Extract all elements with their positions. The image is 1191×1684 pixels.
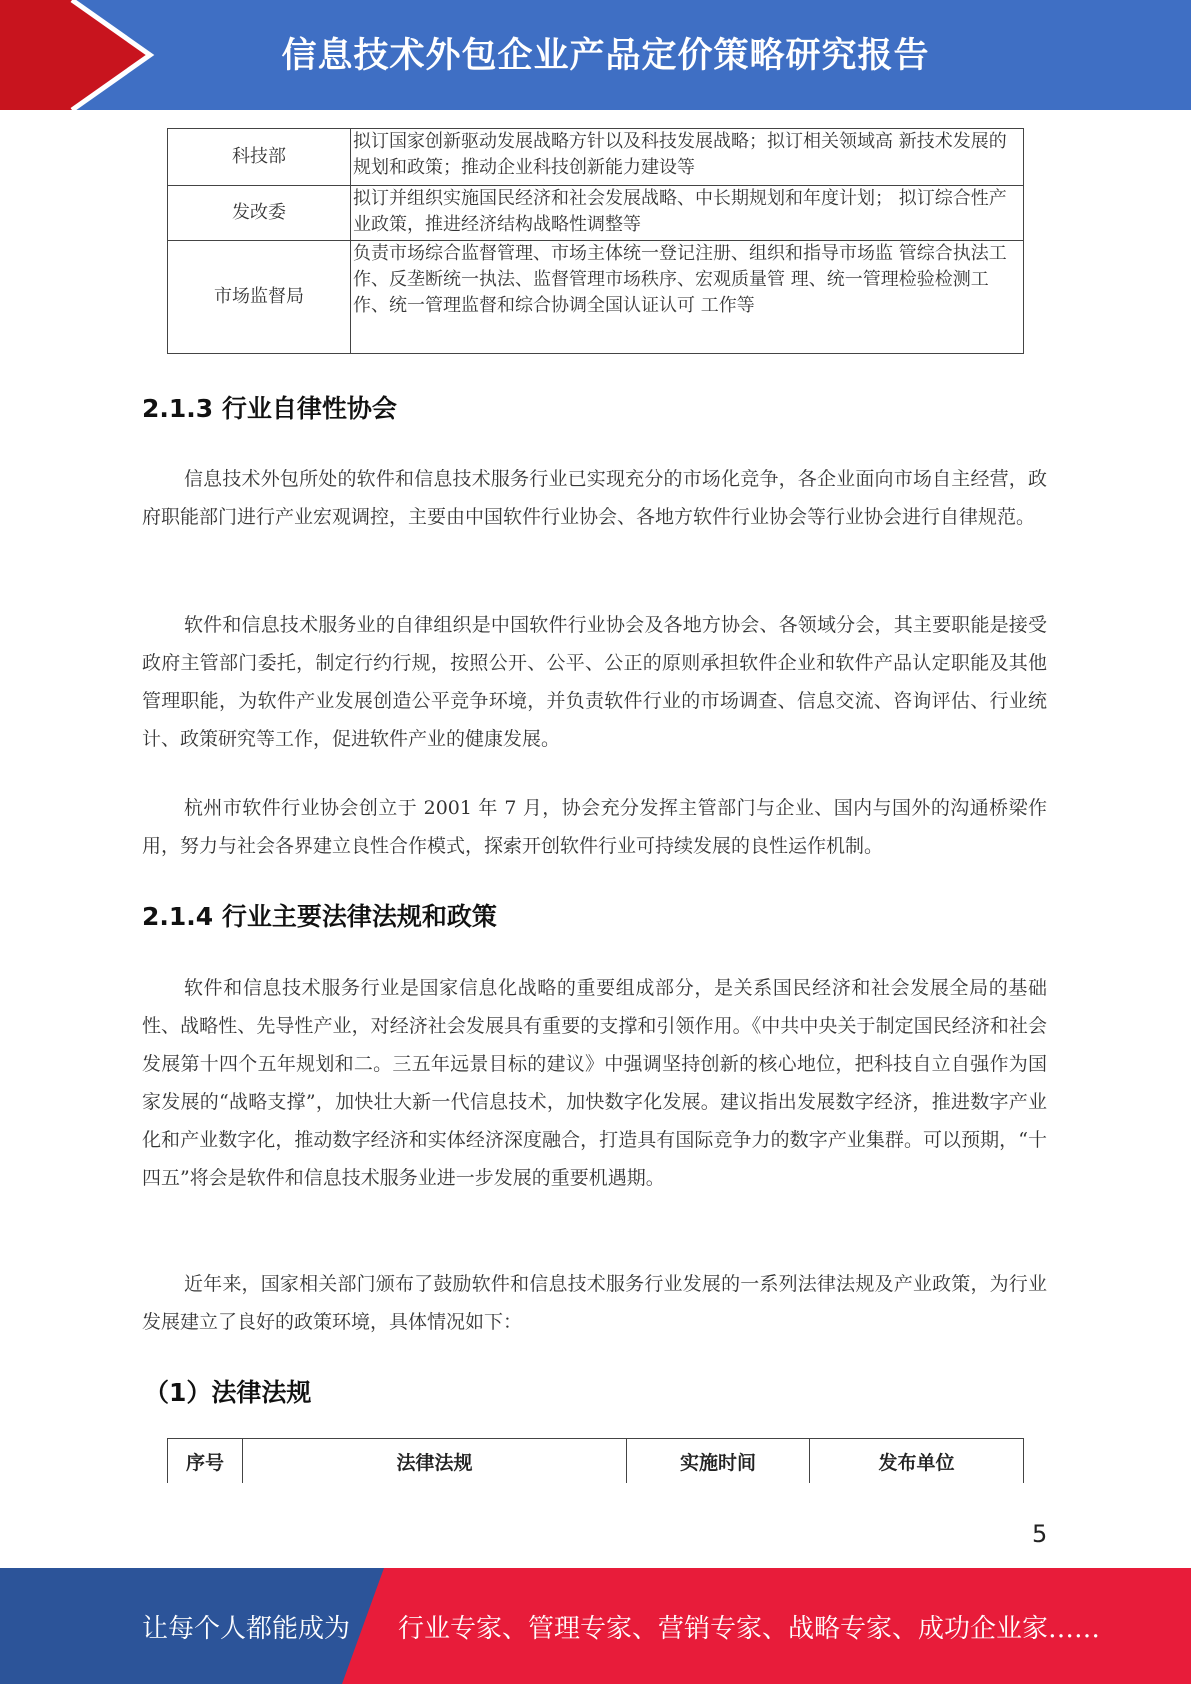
subsection-heading-laws: （1）法律法规 xyxy=(144,1378,312,1407)
department-name: 发改委 xyxy=(168,186,351,241)
paragraph: 杭州市软件行业协会创立于 2001 年 7 月，协会充分发挥主管部门与企业、国内与国外的沟通桥梁作用，努力与社会各界建立良性合作模式，探索开创软件行业可持续发展的良性运作机制。 xyxy=(142,797,1047,857)
table-row xyxy=(168,241,1024,354)
department-duty: 拟订国家创新驱动发展战略方针以及科技发展战略；拟订相关领域高 新技术发展的规划和政策；推动企业科技创新能力建设等 xyxy=(351,129,1024,186)
paragraph: 信息技术外包所处的软件和信息技术服务行业已实现充分的市场化竞争，各企业面向市场自主经营，政府职能部门进行产业宏观调控，主要由中国软件行业协会、各地方软件行业协会等行业协会进行自律规范。 xyxy=(142,468,1047,528)
page-footer xyxy=(0,1568,1191,1684)
department-name: 市场监督局 xyxy=(168,241,351,354)
table-row xyxy=(168,186,1024,241)
department-name: 科技部 xyxy=(168,129,351,186)
laws-table xyxy=(167,1438,1024,1483)
column-header: 实施时间 xyxy=(627,1439,810,1484)
column-header: 序号 xyxy=(168,1439,243,1484)
paragraph: 软件和信息技术服务业的自律组织是中国软件行业协会及各地方协会、各领域分会，其主要职能是接受政府主管部门委托，制定行约行规，按照公开、公平、公正的原则承担软件企业和软件产品认定职能及其他管理职能，为软件产业发展创造公平竞争环境，并负责软件行业的市场调查、信息交流、咨询评估、行业统计、政策研究等工作，促进软件产业的健康发展。 xyxy=(142,614,1047,750)
report-title: 信息技术外包企业产品定价策略研究报告 xyxy=(281,36,930,76)
department-duty: 拟订并组织实施国民经济和社会发展战略、中长期规划和年度计划； 拟订综合性产业政策，推进经济结构战略性调整等 xyxy=(351,186,1024,241)
column-header: 法律法规 xyxy=(243,1439,627,1484)
paragraph: 近年来，国家相关部门颁布了鼓励软件和信息技术服务行业发展的一系列法律法规及产业政策，为行业发展建立了良好的政策环境，具体情况如下： xyxy=(142,1273,1047,1333)
department-duty-table xyxy=(167,128,1024,354)
section-heading-2-1-4: 2.1.4 行业主要法律法规和政策 xyxy=(142,902,497,931)
section-heading-2-1-3: 2.1.3 行业自律性协会 xyxy=(142,394,397,423)
footer-slogan-left: 让每个人都能成为 xyxy=(142,1614,351,1644)
table-header-row xyxy=(168,1439,1024,1484)
page-number: 5 xyxy=(1032,1520,1048,1548)
footer-slogan-right: 行业专家、管理专家、营销专家、战略专家、成功企业家…… xyxy=(398,1614,1101,1644)
table-row xyxy=(168,129,1024,186)
column-header: 发布单位 xyxy=(810,1439,1024,1484)
paragraph: 软件和信息技术服务行业是国家信息化战略的重要组成部分，是关系国民经济和社会发展全局的基础性、战略性、先导性产业，对经济社会发展具有重要的支撑和引领作用。《中共中央关于制定国民经济和社会发展第十四个五年规划和二。三五年远景目标的建议》中强调坚持创新的核心地位，把科技自立自强作为国家发展的“战略支撑”，加快壮大新一代信息技术，加快数字化发展。建议指出发展数字经济，推进数字产业化和产业数字化，推动数字经济和实体经济深度融合，打造具有国际竞争力的数字产业集群。可以预期，“十四五”将会是软件和信息技术服务业进一步发展的重要机遇期。 xyxy=(142,977,1047,1189)
page-header xyxy=(0,0,1191,110)
department-duty: 负责市场综合监督管理、市场主体统一登记注册、组织和指导市场监 管综合执法工作、反垄断统一执法、监督管理市场秩序、宏观质量管 理、统一管理检验检测工作、统一管理监督和综合协调全国认证认可 工作等 xyxy=(351,241,1024,354)
